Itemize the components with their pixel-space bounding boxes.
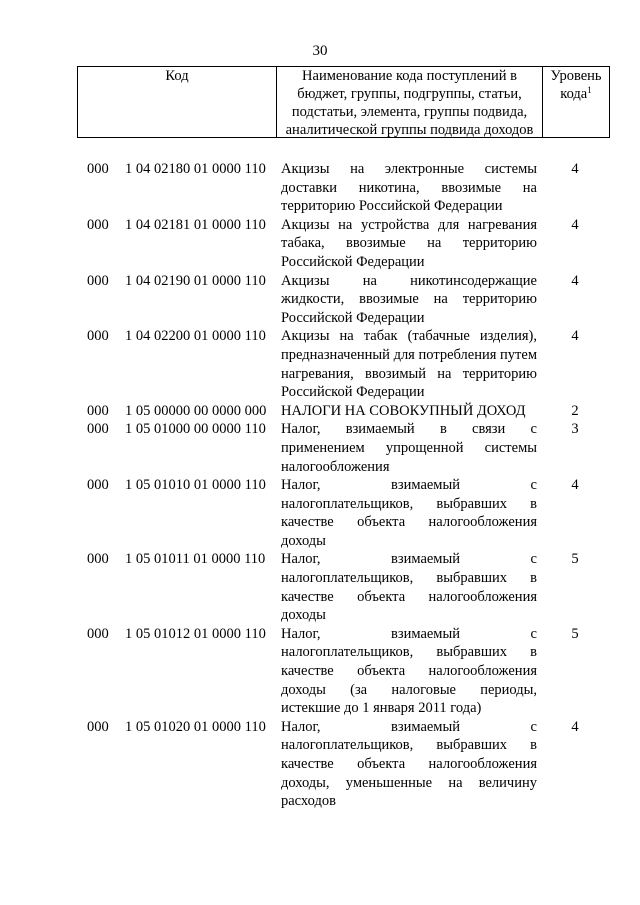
row-admin-code: 000 <box>87 272 109 289</box>
header-level-column <box>543 67 609 137</box>
table-row <box>0 402 640 421</box>
row-admin-code: 000 <box>87 161 109 177</box>
row-level: 4 <box>571 161 579 177</box>
header-level-footnote: 1 <box>587 85 592 95</box>
row-budget-code: 1 05 01011 01 0000 110 <box>125 551 266 568</box>
row-budget-code: 1 04 02190 01 0000 110 <box>125 272 266 289</box>
row-budget-code: 1 05 01020 01 0000 110 <box>125 718 266 735</box>
row-admin-code: 000 <box>87 402 109 419</box>
row-description: Акцизы на электронные системы доставки никотина, ввозимые на территорию Российской Федерации <box>281 161 537 215</box>
row-budget-code: 1 04 02200 01 0000 110 <box>125 328 266 345</box>
row-admin-code: 000 <box>87 328 109 345</box>
row-budget-code: 1 05 01010 01 0000 110 <box>125 477 266 494</box>
table-row <box>0 160 640 216</box>
table-row <box>0 327 640 401</box>
header-code-label: Код <box>165 68 189 84</box>
row-description: Акцизы на никотинсодержащие жидкости, ввозимые на территорию Российской Федерации <box>281 272 537 326</box>
row-level: 4 <box>571 328 579 345</box>
table-row <box>0 420 640 476</box>
row-admin-code: 000 <box>87 551 109 568</box>
row-description: Акцизы на табак (табачные изделия), предназначенный для потребления путем нагревания, ввозимый на территорию Российской Федерации <box>281 328 537 401</box>
row-description: Налог, взимаемый с налогоплательщиков, выбравших в качестве объекта налогообложения доходы (за налоговые периоды, истекшие до 1 января 2011 года) <box>281 625 537 717</box>
row-level: 4 <box>571 718 579 735</box>
header-level-label: Уровень кода <box>550 68 602 102</box>
row-budget-code: 1 05 01000 00 0000 110 <box>125 421 266 438</box>
row-description: Налог, взимаемый с налогоплательщиков, выбравших в качестве объекта налогообложения доходы <box>281 477 537 549</box>
row-level: 5 <box>571 625 579 642</box>
table-row <box>0 718 640 811</box>
row-admin-code: 000 <box>87 421 109 438</box>
row-admin-code: 000 <box>87 625 109 642</box>
row-description: Налог, взимаемый с налогоплательщиков, выбравших в качестве объекта налогообложения доходы <box>281 551 537 624</box>
row-budget-code: 1 05 00000 00 0000 000 <box>125 402 267 419</box>
row-budget-code: 1 05 01012 01 0000 110 <box>125 625 266 642</box>
row-budget-code: 1 04 02181 01 0000 110 <box>125 216 266 233</box>
row-level: 5 <box>571 551 579 568</box>
row-description: Налог, взимаемый с налогоплательщиков, выбравших в качестве объекта налогообложения доходы, уменьшенные на величину расходов <box>281 718 537 810</box>
row-description: Налог, взимаемый в связи с применением упрощенной системы налогообложения <box>281 421 537 475</box>
table-row <box>0 476 640 550</box>
table-row <box>0 550 640 624</box>
table-row <box>0 272 640 328</box>
header-name-label: Наименование кода поступлений в бюджет, группы, подгруппы, статьи, подстатьи, элемента, группы подвида, аналитической группы подвида доходов <box>285 68 534 138</box>
row-level: 3 <box>571 421 579 438</box>
row-level: 4 <box>571 216 579 233</box>
row-admin-code: 000 <box>87 477 109 494</box>
row-level: 4 <box>571 272 579 289</box>
table-row <box>0 625 640 718</box>
table-row <box>0 216 640 272</box>
row-admin-code: 000 <box>87 216 109 233</box>
table-body <box>0 160 640 811</box>
header-code-column <box>78 67 277 137</box>
header-name-column <box>277 67 543 137</box>
row-level: 4 <box>571 477 579 494</box>
row-description: Акцизы на устройства для нагревания табака, ввозимые на территорию Российской Федерации <box>281 216 537 270</box>
table-header <box>77 66 610 138</box>
row-budget-code: 1 04 02180 01 0000 110 <box>125 161 266 177</box>
page-number: 30 <box>312 43 328 59</box>
row-level: 2 <box>571 402 579 419</box>
row-description: НАЛОГИ НА СОВОКУПНЫЙ ДОХОД <box>281 402 526 419</box>
row-admin-code: 000 <box>87 718 109 735</box>
